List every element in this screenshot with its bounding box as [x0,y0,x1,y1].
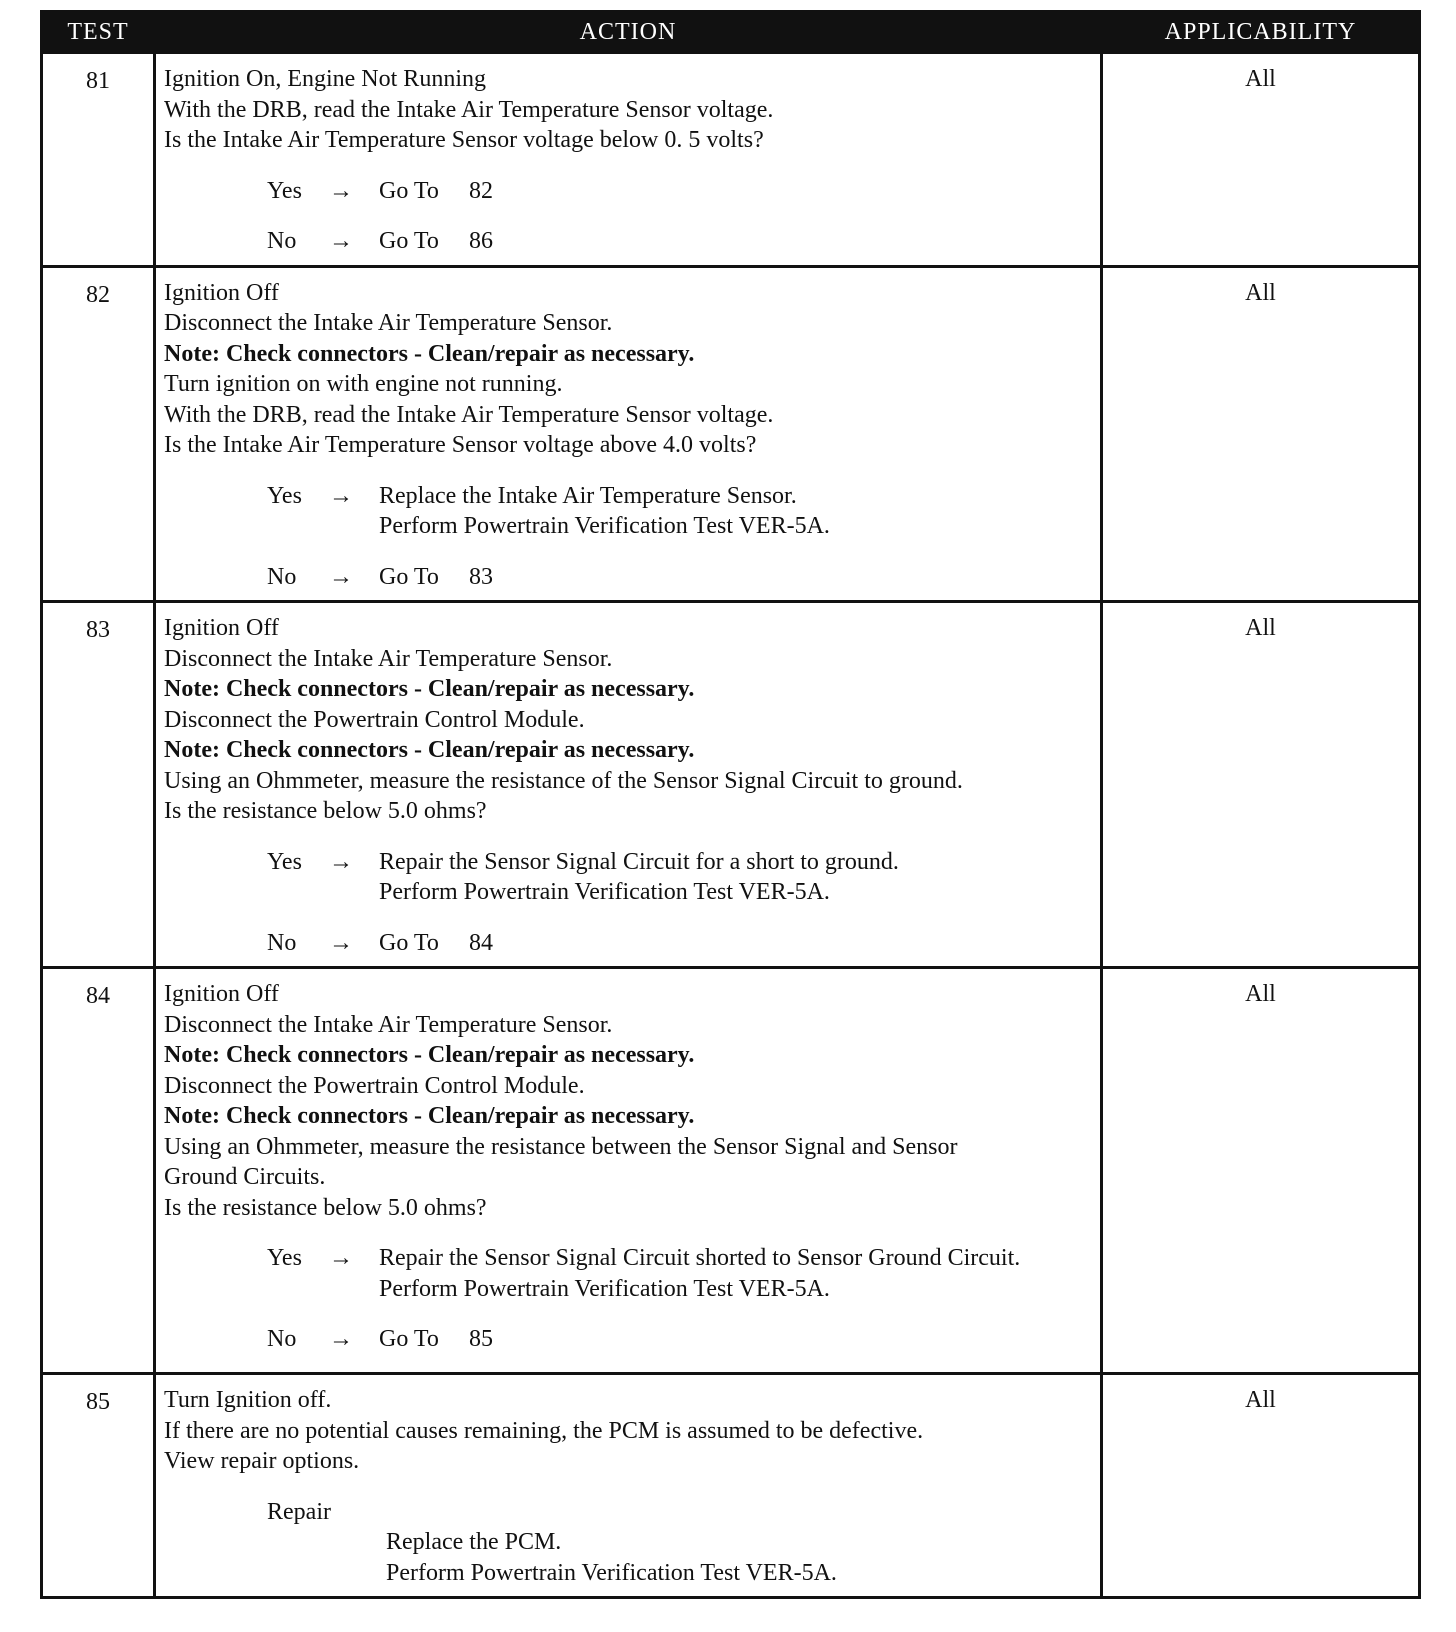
goto-label: Go To [379,563,439,590]
action-line: Ignition Off [164,981,279,1007]
result-line: Repair the Sensor Signal Circuit shorted to Sensor Ground Circuit. [379,1245,1021,1271]
result-line: Repair the Sensor Signal Circuit for a short to ground. [379,848,899,875]
action-line: Turn Ignition off. [164,1387,332,1413]
repair-step: Replace the PCM. [386,1529,562,1555]
no-branch [267,1324,1092,1355]
result-line: Replace the Intake Air Temperature Sensor. [379,482,797,509]
arrow-icon: → [329,929,353,956]
test-number: 85 [42,1374,155,1598]
action-line: Ground Circuits. [164,1164,326,1190]
test-row-84 [42,968,1420,1374]
action-cell [155,266,1102,602]
diagnostic-test-table [40,10,1418,1599]
action-cell [155,53,1102,267]
applicability-cell: All [1102,266,1420,602]
test-row-85 [42,1374,1420,1598]
arrow-icon: → [329,228,353,254]
note-line: Note: Check connectors - Clean/repair as necessary. [164,1042,695,1068]
note-line: Note: Check connectors - Clean/repair as necessary. [164,340,695,367]
note-line: Note: Check connectors - Clean/repair as necessary. [164,1103,695,1129]
yes-branch [267,176,1092,207]
action-line: Disconnect the Powertrain Control Module. [164,1072,585,1099]
action-line: Ignition On, Engine Not Running [164,66,486,92]
arrow-icon: → [329,563,353,590]
no-branch [267,928,1092,959]
result-line: Perform Powertrain Verification Test VER-5A. [379,513,830,539]
result-line: Perform Powertrain Verification Test VER-5A. [379,1275,830,1302]
action-line: Is the resistance below 5.0 ohms? [164,1194,487,1221]
yes-label: Yes [267,1245,302,1271]
yes-label: Yes [267,848,302,875]
arrow-icon: → [329,177,353,204]
action-line: Disconnect the Intake Air Temperature Sensor. [164,645,613,672]
yes-label: Yes [267,177,302,204]
applicability-cell: All [1102,602,1420,968]
applicability-cell: All [1102,968,1420,1374]
goto-target: 86 [469,228,493,254]
action-line: Ignition Off [164,279,279,306]
header-action: ACTION [155,12,1102,53]
test-number: 81 [42,53,155,267]
action-line: View repair options. [164,1448,360,1474]
goto-target: 83 [469,563,493,590]
arrow-icon: → [329,848,353,875]
yes-label: Yes [267,482,302,509]
goto-label: Go To [379,177,439,204]
test-number: 84 [42,968,155,1374]
action-line: If there are no potential causes remaining, the PCM is assumed to be defective. [164,1417,924,1444]
repair-label: Repair [267,1498,331,1525]
action-line: Turn ignition on with engine not running. [164,371,563,397]
test-row-81 [42,53,1420,267]
yes-branch [267,847,1092,908]
applicability-cell: All [1102,1374,1420,1598]
applicability-cell: All [1102,53,1420,267]
no-branch [267,562,1092,593]
action-line: With the DRB, read the Intake Air Temperature Sensor voltage. [164,401,774,428]
action-line: Disconnect the Intake Air Temperature Sensor. [164,310,613,336]
no-label: No [267,1326,297,1352]
action-line: Disconnect the Powertrain Control Module. [164,706,585,733]
action-line: Disconnect the Intake Air Temperature Sensor. [164,1011,613,1038]
yes-branch [267,481,1092,542]
repair-step: Perform Powertrain Verification Test VER-5A. [386,1559,837,1586]
note-line: Note: Check connectors - Clean/repair as necessary. [164,676,695,702]
test-row-83 [42,602,1420,968]
test-row-82 [42,266,1420,602]
goto-target: 82 [469,177,493,204]
action-line: Is the Intake Air Temperature Sensor voltage above 4.0 volts? [164,432,757,458]
action-line: Using an Ohmmeter, measure the resistance between the Sensor Signal and Sensor [164,1133,958,1160]
test-number: 82 [42,266,155,602]
test-number: 83 [42,602,155,968]
action-line: Is the Intake Air Temperature Sensor voltage below 0. 5 volts? [164,127,764,153]
table-header-row [42,12,1420,53]
goto-target: 85 [469,1326,493,1352]
header-test: TEST [42,12,155,53]
arrow-icon: → [329,1245,353,1271]
action-line: Ignition Off [164,615,279,641]
action-cell [155,1374,1102,1598]
header-applicability: APPLICABILITY [1102,12,1420,53]
no-label: No [267,929,297,956]
no-label: No [267,563,297,590]
goto-label: Go To [379,929,439,956]
action-cell [155,968,1102,1374]
arrow-icon: → [329,1326,353,1352]
goto-label: Go To [379,228,439,254]
goto-target: 84 [469,929,493,956]
note-line: Note: Check connectors - Clean/repair as necessary. [164,737,695,763]
arrow-icon: → [329,482,353,509]
repair-steps [386,1527,1092,1588]
no-label: No [267,228,297,254]
action-line: Using an Ohmmeter, measure the resistance of the Sensor Signal Circuit to ground. [164,767,963,794]
action-line: With the DRB, read the Intake Air Temperature Sensor voltage. [164,96,774,123]
goto-label: Go To [379,1326,439,1352]
result-line: Perform Powertrain Verification Test VER-5A. [379,879,830,905]
action-line: Is the resistance below 5.0 ohms? [164,798,487,824]
action-cell [155,602,1102,968]
yes-branch [267,1243,1092,1304]
no-branch [267,226,1092,257]
